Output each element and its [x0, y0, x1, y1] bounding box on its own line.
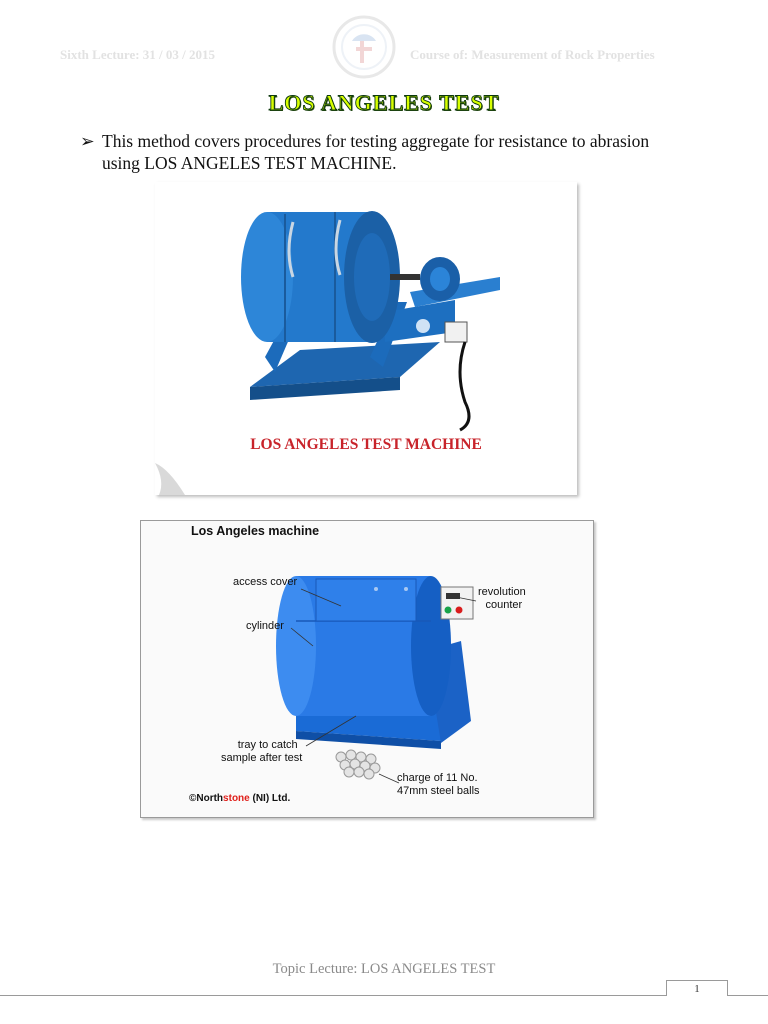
- header-course: Course of: Measurement of Rock Properties: [410, 47, 655, 62]
- label-tray: tray to catch sample after test: [221, 739, 303, 764]
- page-title: LOS ANGELES TEST: [268, 90, 500, 115]
- label-steel-balls: charge of 11 No. 47mm steel balls: [397, 772, 480, 797]
- diagram-copyright: ©Northstone (NI) Ltd.: [189, 793, 291, 804]
- footer-topic: Topic Lecture: LOS ANGELES TEST: [272, 961, 496, 977]
- machine-photo: [155, 182, 577, 432]
- university-logo: [332, 15, 396, 79]
- machine-photo-figure: [155, 182, 577, 495]
- page-curl-icon: [155, 461, 189, 495]
- bullet-text: This method covers procedures for testing aggregate for resistance to abrasion using LOS ANGELES TEST MACHINE.: [102, 131, 650, 173]
- photo-caption: LOS ANGELES TEST MACHINE: [250, 436, 482, 453]
- page-number: 1: [666, 980, 728, 996]
- label-access-cover: access cover: [233, 576, 298, 588]
- diagram-title: Los Angeles machine: [191, 524, 320, 538]
- machine-diagram-figure: [140, 520, 594, 818]
- label-cylinder: cylinder: [246, 620, 284, 632]
- footer-divider: [0, 995, 768, 996]
- machine-diagram: [141, 521, 593, 817]
- header-lecture-date: Sixth Lecture: 31 / 03 / 2015: [60, 47, 216, 62]
- label-revolution-counter: revolution counter: [478, 586, 526, 611]
- arrow-bullet-icon: ➢: [80, 131, 95, 151]
